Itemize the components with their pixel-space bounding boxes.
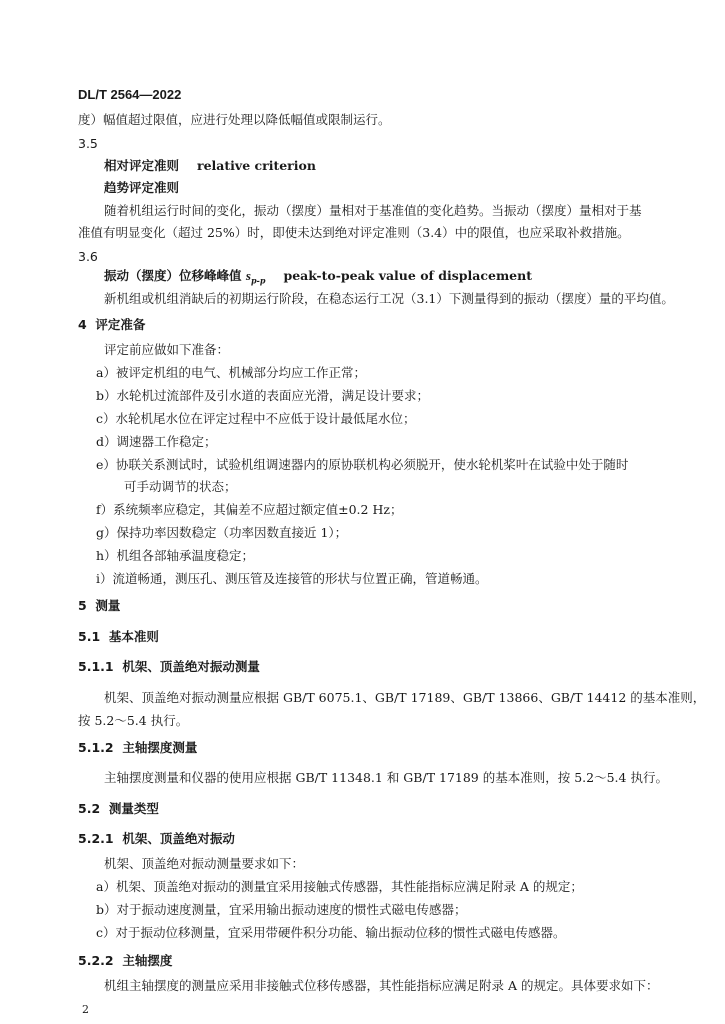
section-5-1-2-heading xyxy=(78,740,197,756)
page-number: 2 xyxy=(82,1003,89,1016)
section-number: 5.1 xyxy=(78,629,101,644)
clause-3-5-term xyxy=(104,158,316,174)
term-chinese: 相对评定准则 xyxy=(104,158,180,173)
section-5-2-1-heading xyxy=(78,831,235,847)
list-item: d）调速器工作稳定； xyxy=(96,434,217,449)
section-number: 5.1.2 xyxy=(78,740,114,755)
list-item-continuation: 可手动调节的状态； xyxy=(124,479,237,494)
section-5-1-2-text: 主轴摆度测量和仪器的使用应根据 GB/T 11348.1 和 GB/T 17189 的基本准则，按 5.2～5.4 执行。 xyxy=(104,770,668,785)
section-5-2-heading xyxy=(78,801,159,817)
list-item: b）对于振动速度测量，宜采用输出振动速度的惯性式磁电传感器； xyxy=(96,902,467,917)
list-item: a）被评定机组的电气、机械部分均应工作正常； xyxy=(96,365,366,380)
section-title: 机架、顶盖绝对振动 xyxy=(122,831,235,846)
list-item: b）水轮机过流部件及引水道的表面应光滑，满足设计要求； xyxy=(96,388,430,403)
document-id: DL/T 2564—2022 xyxy=(78,87,182,102)
section-5-1-heading xyxy=(78,629,159,645)
list-item: c）对于振动位移测量，宜采用带硬件积分功能、输出振动位移的惯性式磁电传感器。 xyxy=(96,925,566,940)
section-title: 主轴摆度 xyxy=(122,953,173,968)
term-english: peak-to-peak value of displacement xyxy=(283,268,532,283)
section-5-1-1-text-line-2: 按 5.2～5.4 执行。 xyxy=(78,713,189,728)
section-5-2-2-text: 机组主轴摆度的测量应采用非接触式位移传感器，其性能指标应满足附录 A 的规定。具体要求如下： xyxy=(104,978,659,993)
list-item: a）机架、顶盖绝对振动的测量宜采用接触式传感器，其性能指标应满足附录 A 的规定； xyxy=(96,879,583,894)
section-5-heading xyxy=(78,598,120,614)
list-item: g）保持功率因数稳定（功率因数直接近 1）； xyxy=(96,525,348,540)
list-item: h）机组各部轴承温度稳定； xyxy=(96,548,255,563)
section-number: 5.1.1 xyxy=(78,659,114,674)
clause-3-5-number: 3.5 xyxy=(78,136,98,151)
section-title: 机架、顶盖绝对振动测量 xyxy=(122,659,260,674)
section-number: 5.2.2 xyxy=(78,953,114,968)
section-5-2-2-heading xyxy=(78,953,172,969)
section-number: 4 xyxy=(78,317,87,332)
section-title: 基本准则 xyxy=(108,629,159,644)
clause-3-5-definition-line-1: 随着机组运行时间的变化，振动（摆度）量相对于基准值的变化趋势。当振动（摆度）量相对于基 xyxy=(104,203,642,218)
clause-3-6-definition: 新机组或机组消缺后的初期运行阶段，在稳态运行工况（3.1）下测量得到的振动（摆度）量的平均值。 xyxy=(104,291,674,306)
clause-3-6-number: 3.6 xyxy=(78,249,98,264)
symbol-subscript: p-p xyxy=(250,275,266,286)
section-title: 主轴摆度测量 xyxy=(122,740,198,755)
section-title: 评定准备 xyxy=(95,317,146,332)
list-item: f）系统频率应稳定，其偏差不应超过额定值±0.2 Hz； xyxy=(96,502,403,517)
section-5-1-1-text-line-1: 机架、顶盖绝对振动测量应根据 GB/T 6075.1、GB/T 17189、GB/T 13866、GB/T 14412 的基本准则， xyxy=(104,690,706,705)
list-item: c）水轮机尾水位在评定过程中不应低于设计最低尾水位； xyxy=(96,411,416,426)
clause-3-6-term xyxy=(104,268,532,289)
section-4-intro: 评定前应做如下准备： xyxy=(104,342,230,357)
section-title: 测量类型 xyxy=(108,801,159,816)
section-number: 5.2.1 xyxy=(78,831,114,846)
section-5-1-1-heading xyxy=(78,659,260,675)
continued-text: 度）幅值超过限值，应进行处理以降低幅值或限制运行。 xyxy=(78,112,391,127)
section-number: 5.2 xyxy=(78,801,101,816)
list-item: e）协联关系测试时，试验机组调速器内的原协联机构必须脱开，使水轮机桨叶在试验中处于随时 xyxy=(96,457,629,472)
section-number: 5 xyxy=(78,598,87,613)
clause-3-5-definition-line-2: 准值有明显变化（超过 25%）时，即使未达到绝对评定准则（3.4）中的限值，也应采取补救措施。 xyxy=(78,225,630,240)
section-title: 测量 xyxy=(95,598,121,613)
term-english: relative criterion xyxy=(197,158,316,173)
section-5-2-1-intro: 机架、顶盖绝对振动测量要求如下： xyxy=(104,856,305,871)
symbol-s: s xyxy=(245,268,251,283)
section-4-heading xyxy=(78,317,145,333)
clause-3-5-alt-term: 趋势评定准则 xyxy=(104,180,180,195)
term-chinese: 振动（摆度）位移峰峰值 xyxy=(104,268,242,283)
list-item: i）流道畅通，测压孔、测压管及连接管的形状与位置正确，管道畅通。 xyxy=(96,571,488,586)
